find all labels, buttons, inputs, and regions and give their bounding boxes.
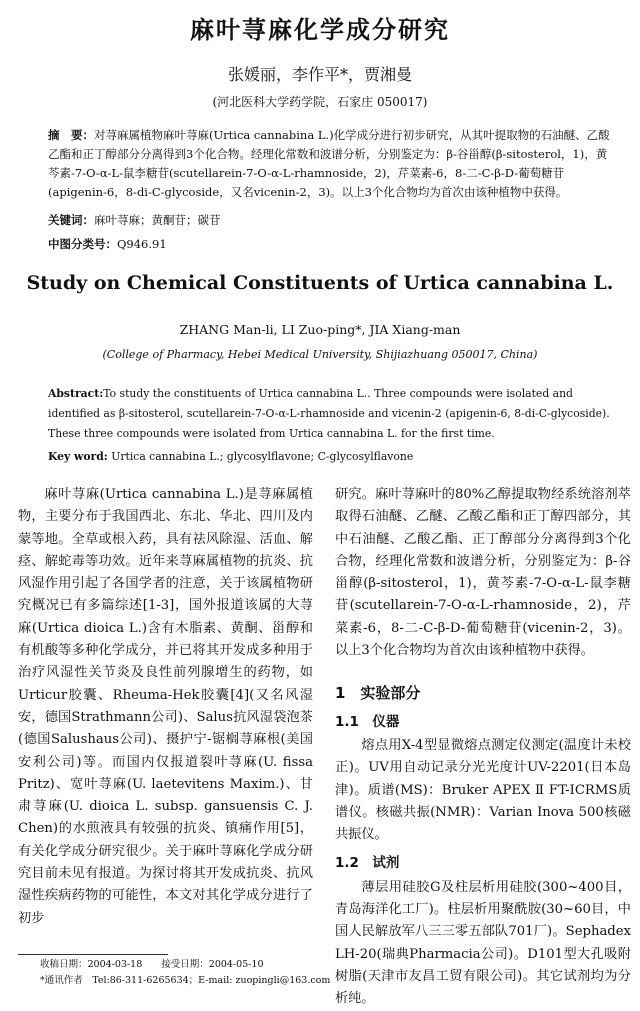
keywords-text-en: Urtica cannabina L.; glycosylflavone; C-glycosylflavone	[111, 450, 414, 463]
classification-text: Q946.91	[117, 237, 167, 251]
paper-title-en: Study on Chemical Constituents of Urtica cannabina L.	[26, 272, 614, 294]
keywords-label-zh: 关键词：	[48, 213, 94, 227]
paper-title-zh: 麻叶荨麻化学成分研究	[190, 15, 450, 44]
keywords-text-zh: 麻叶荨麻；黄酮苷；碳苷	[94, 213, 221, 227]
abstract-text-zh: 对荨麻属植物麻叶荨麻(Urtica cannabina L.)化学成分进行初步研究，从其叶提取物的石油醚、乙酸乙酯和正丁醇部分分离得到3个化合物。经理化常数和波谱分析，分别鉴定为：β-谷甾醇(β-sitosterol，1)，黄芩素-7-O-α-L-鼠李糖苷(scutellarein-7-O-α-L-rhamnoside，2)，芹菜素-6，8-二-C-β-D-葡萄糖苷(apigenin-6，8-di-C-glycoside，又名vicenin-2，3)。以上3个化合物均为首次由该种植物中获得。	[48, 128, 610, 199]
body-column-left	[18, 484, 313, 930]
keywords-zh	[48, 212, 618, 228]
abstract-label-zh: 摘 要：	[48, 128, 94, 142]
section-heading-experimental: 1 实验部分	[335, 684, 421, 703]
footnote-corresponding-author: *通讯作者 Tel:86-311-6265634；E-mail: zuopingli@163.com	[40, 975, 331, 986]
abstract-zh	[48, 126, 618, 202]
reagents-paragraph: 薄层用硅胶G及柱层析用硅胶(300~400目，青岛海洋化工厂)。柱层析用聚酰胺(30~60目，中国人民解放军八三三零五部队701厂)。Sephadex LH-20(瑞典Pharmacia公司)。D101型大孔吸附树脂(天津市友昌工贸有限公司)。其它试剂均为分析纯。	[335, 879, 631, 1007]
instruments-paragraph: 熔点用X-4型显微熔点测定仪测定(温度计未校正)。UV用自动记录分光光度计UV-2201(日本岛津)。质谱(MS)：Bruker APEX Ⅱ FT-ICRMS质谱仪。核磁共振(NMR)：Varian Inova 500核磁共振仪。	[335, 737, 631, 843]
body-column-right	[335, 484, 631, 1011]
authors-zh: 张媛丽，李作平*，贾湘曼	[227, 65, 412, 84]
abstract-en	[48, 384, 618, 444]
classification-label: 中图分类号：	[48, 237, 117, 251]
footnote-dates: 收稿日期：2004-03-18 接受日期：2004-05-10	[40, 959, 264, 970]
affiliation-zh: (河北医科大学药学院，石家庄 050017)	[212, 95, 428, 109]
subsection-heading-reagents: 1.2 试剂	[335, 855, 400, 872]
subsection-heading-instruments: 1.1 仪器	[335, 713, 400, 730]
affiliation-en: (College of Pharmacy, Hebei Medical University, Shijiazhuang 050017, China)	[102, 348, 538, 361]
intro-paragraph: 麻叶荨麻(Urtica cannabina L.)是荨麻属植物，主要分布于我国西北、东北、华北、四川及内蒙等地。全草或根入药，具有祛风除湿、活血、解痉、解蛇毒等功效。近年来荨麻属植物的抗炎、抗风湿作用引起了各国学者的注意，关于该属植物研究概况已有多篇综述[1-3]，国外报道该属的大荨麻(Urtica dioica L.)含有木脂素、黄酮、甾醇和有机酸等多种化学成分，并已将其开发成多种用于治疗风湿性关节炎及良性前列腺增生的药物，如Urticur胶囊、Rheuma-Hek胶囊[4](又名风湿安，德国Strathmann公司)、Salus抗风湿袋泡茶(德国Salushaus公司)、摄护宁-锯榈荨麻根(美国安利公司)等。而国内仅报道裂叶荨麻(U. fissa Pritz)、宽叶荨麻(U. laetevitens Maxim.)、甘肃荨麻(U. dioica L. subsp. gansuensis C. J. Chen)的水煎液具有较强的抗炎、镇痛作用[5]，有关化学成分研究很少。关于麻叶荨麻化学成分研究目前未见有报道。为探讨将其开发成抗炎、抗风湿性疾病药物的可能性，本文对其化学成分进行了初步	[18, 487, 313, 926]
intro-paragraph-continued: 研究。麻叶荨麻叶的80%乙醇提取物经系统溶剂萃取得石油醚、乙醚、乙酸乙酯和正丁醇四部分，其中石油醚、乙酸乙酯、正丁醇部分分离得到3个化合物，经理化常数和波谱分析，分别鉴定为：β-谷甾醇(β-sitosterol，1)，黄芩素-7-O-α-L-鼠李糖苷(scutellarein-7-O-α-L-rhamnoside，2)，芹菜素-6，8-二-C-β-D-葡萄糖苷(vicenin-2，3)。以上3个化合物均为首次由该种植物中获得。	[335, 487, 631, 659]
classification-zh	[48, 236, 618, 252]
keywords-label-en: Key word:	[48, 450, 108, 463]
abstract-text-en: To study the constituents of Urtica cannabina L.. Three compounds were isolated and identified as β-sitosterol, scutellarein-7-O-α-L-rhamnoside and vicenin-2 (apigenin-6, 8-di-C-glycoside). These three compounds were isolated from Urtica cannabina L. for the first time.	[48, 387, 610, 440]
keywords-en	[48, 450, 618, 463]
authors-en: ZHANG Man-li, LI Zuo-ping*, JIA Xiang-man	[179, 322, 461, 337]
abstract-label-en: Abstract:	[48, 387, 104, 400]
footnote-rule	[18, 954, 168, 955]
